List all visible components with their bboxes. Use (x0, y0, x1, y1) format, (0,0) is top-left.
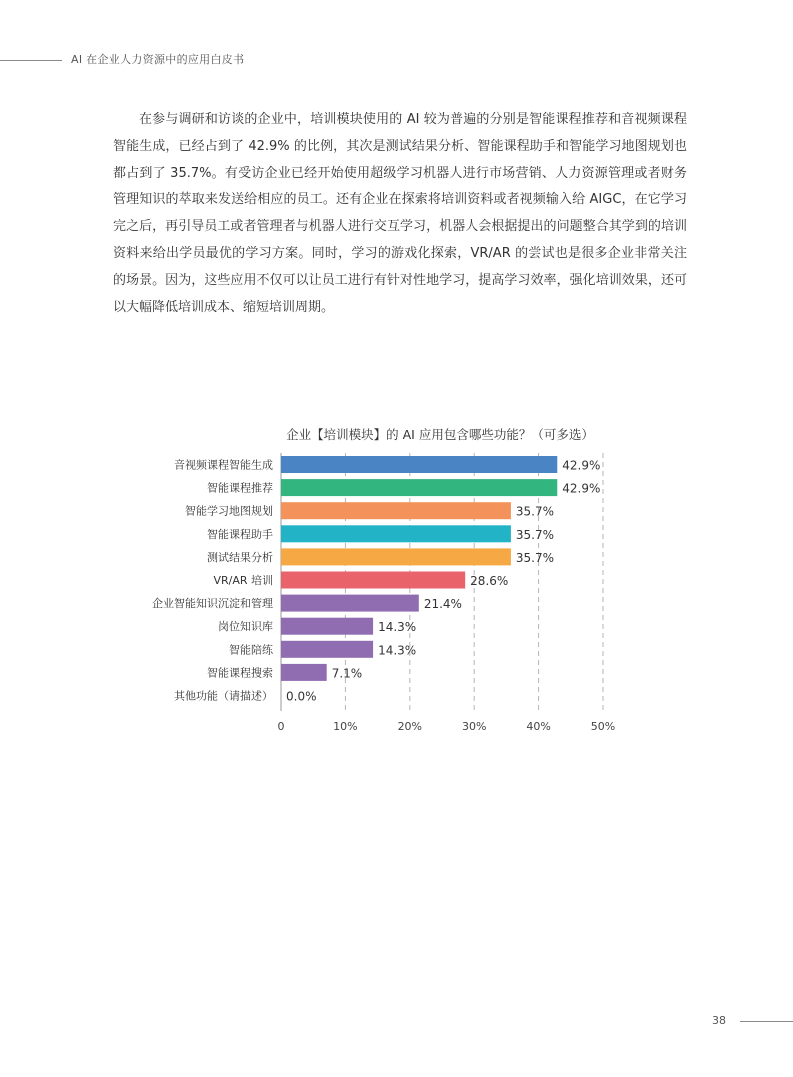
header-rule (0, 60, 62, 61)
value-label: 42.9% (562, 458, 601, 473)
bar-chart (0, 415, 793, 745)
value-label: 35.7% (515, 527, 555, 542)
chart-figure (0, 415, 793, 745)
bar (281, 618, 373, 635)
category-label: 测试结果分析 (207, 550, 273, 564)
footer-rule (740, 1021, 793, 1022)
x-tick-label: 0 (277, 720, 285, 733)
bar (281, 502, 511, 519)
value-label: 28.6% (470, 574, 509, 588)
category-labels (152, 458, 274, 703)
category-label: 岗位知识库 (218, 620, 273, 634)
value-label: 7.1% (331, 666, 363, 681)
value-label: 35.7% (515, 504, 555, 519)
bar (281, 595, 419, 612)
value-label: 35.7% (515, 550, 555, 565)
chart-title: 企业【培训模块】的 AI 应用包含哪些功能？（可多选） (286, 427, 594, 442)
x-axis-ticks (278, 720, 616, 733)
x-tick-label: 40% (526, 720, 551, 733)
x-tick-label: 20% (397, 720, 423, 733)
bars (281, 456, 557, 681)
category-label: 其他功能（请描述） (174, 689, 273, 703)
bar (281, 548, 511, 565)
value-label: 21.4% (423, 597, 462, 612)
category-label: 音视频课程智能生成 (174, 458, 273, 472)
x-tick-label: 50% (590, 720, 616, 733)
category-label: VR/AR 培训 (213, 574, 273, 587)
bar (281, 572, 465, 589)
category-label: 智能课程推荐 (207, 481, 273, 495)
value-label: 42.9% (562, 481, 601, 496)
category-label: 智能学习地图规划 (185, 504, 273, 518)
category-label: 智能陪练 (229, 643, 273, 657)
category-label: 企业智能知识沉淀和管理 (152, 597, 273, 611)
bar (281, 456, 557, 473)
bar (281, 664, 327, 681)
x-tick-label: 30% (461, 720, 487, 733)
category-label: 智能课程搜索 (207, 666, 273, 680)
value-label: 14.3% (378, 620, 417, 635)
category-label: 智能课程助手 (207, 527, 273, 541)
body-paragraph: 在参与调研和访谈的企业中，培训模块使用的 AI 较为普遍的分别是智能课程推荐和音视频课程智能生成，已经占到了 42.9% 的比例，其次是测试结果分析、智能课程助手和智能学习地图规划也都占到了 35.7%。有受访企业已经开始使用超级学习机器人进行市场营销、人力资源管理或者财务管理知识的萃取来发送给相应的员工。还有企业在探索将培训资料或者视频输入给 AIGC，在它学习完之后，再引导员工或者管理者与机器人进行交互学习，机器人会根据提出的问题整合其学到的培训资料来给出学员最优的学习方案。同时，学习的游戏化探索，VR/AR 的尝试也是很多企业非常关注的场景。因为，这些应用不仅可以让员工进行有针对性地学习，提高学习效率，强化培训效果，还可以大幅降低培训成本、缩短培训周期。 (113, 112, 687, 315)
value-label: 14.3% (378, 643, 417, 658)
x-tick-label: 10% (333, 720, 358, 733)
running-header-title: AI 在企业人力资源中的应用白皮书 (71, 53, 245, 66)
page-number: 38 (712, 1014, 726, 1027)
value-label: 0.0% (286, 689, 317, 704)
bar (281, 641, 373, 658)
bar (281, 525, 511, 542)
bar (281, 479, 557, 496)
